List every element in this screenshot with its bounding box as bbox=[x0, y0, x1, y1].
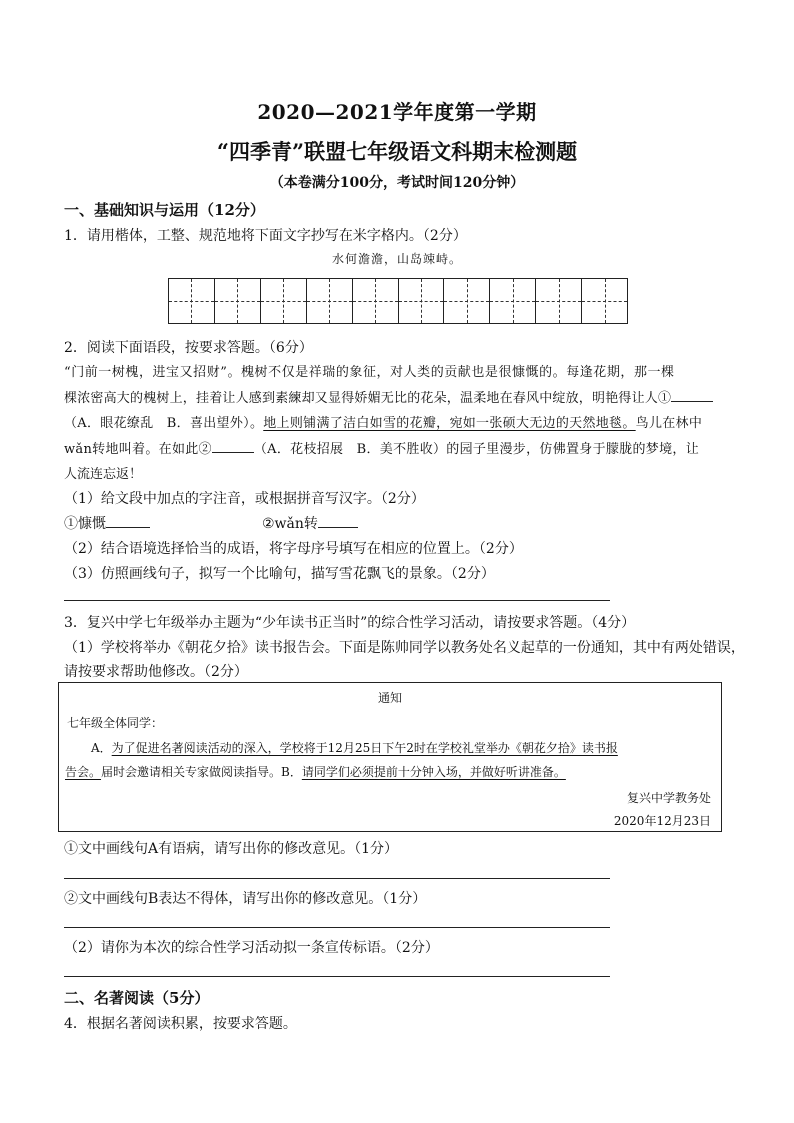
sub1-b-label: ②wǎn转 bbox=[262, 516, 318, 532]
grid-cell[interactable] bbox=[261, 279, 307, 323]
q2-sub1-item-b bbox=[262, 513, 358, 533]
answer-blank-1[interactable] bbox=[671, 388, 713, 402]
q3-sub2: （2）请你为本次的综合性学习活动拟一条宣传标语。（2分） bbox=[64, 940, 439, 956]
grid-cell[interactable] bbox=[215, 279, 261, 323]
answer-blank-2[interactable] bbox=[212, 439, 254, 453]
underlined-sentence-b: 请同学们必须提前十分钟入场，并做好听讲准备。 bbox=[301, 765, 566, 779]
answer-line[interactable] bbox=[64, 976, 610, 977]
q1-copy-text: 水何澹澹，山岛竦峙。 bbox=[331, 252, 462, 266]
notice-title: 通知 bbox=[377, 691, 402, 705]
q3-sub1-line-1: （1）学校将举办《朝花夕拾》读书报告会。下面是陈帅同学以教务处名义起草的一份通知，其中有两处错误， bbox=[64, 640, 745, 656]
notice-salutation: 七年级全体同学： bbox=[67, 716, 164, 730]
passage-line-1: “门前一树槐，进宝又招财”。槐树不仅是祥瑞的象征，对人类的贡献也是很慷慨的。每逢花期，那一棵 bbox=[64, 365, 675, 380]
passage-text: 棵浓密高大的槐树上，挂着让人感到素練却又显得娇媚无比的花朵，温柔地在春风中绽放，明艳得让人① bbox=[64, 391, 672, 406]
grid-cell[interactable] bbox=[490, 279, 536, 323]
notice-body-line-2 bbox=[65, 763, 566, 780]
grid-cell[interactable] bbox=[399, 279, 445, 323]
exam-info: （本卷满分100分，考试时间120分钟） bbox=[269, 175, 525, 191]
answer-blank-b[interactable] bbox=[318, 514, 358, 528]
answer-line[interactable] bbox=[64, 600, 610, 601]
passage-line-4 bbox=[64, 438, 699, 457]
answer-line[interactable] bbox=[64, 927, 610, 928]
grid-cell[interactable] bbox=[444, 279, 490, 323]
underlined-sentence-a: 为了促进名著阅读活动的深入，学校将于12月25日下午2时在学校礼堂举办《朝花夕拾》读书报 bbox=[111, 741, 618, 755]
notice-box bbox=[58, 682, 722, 832]
underlined-sentence-a-end: 告会。 bbox=[65, 765, 102, 779]
grid-cell[interactable] bbox=[582, 279, 627, 323]
passage-text: wǎn转地叫着。在如此② bbox=[64, 442, 212, 457]
q2-prompt: 2．阅读下面语段，按要求答题。（6分） bbox=[64, 340, 313, 356]
option-text: （A．眼花缭乱 B．喜出望外）。 bbox=[64, 416, 264, 431]
exam-title: “四季青”联盟七年级语文科期末检测题 bbox=[216, 139, 578, 164]
q3-prompt: 3．复兴中学七年级举办主题为“少年读书正当时”的综合性学习活动，请按要求答题。（4分） bbox=[64, 615, 636, 631]
grid-cell[interactable] bbox=[169, 279, 215, 323]
answer-blank-a[interactable] bbox=[106, 514, 150, 528]
q1-prompt: 1．请用楷体，工整、规范地将下面文字抄写在米字格内。（2分） bbox=[64, 228, 467, 244]
passage-line-2 bbox=[64, 387, 713, 406]
q2-sub1-item-a bbox=[64, 513, 150, 533]
grid-cell[interactable] bbox=[307, 279, 353, 323]
sub1-a-label: ①慷慨 bbox=[64, 516, 106, 532]
q3-sub1-ii: ②文中画线句B表达不得体，请写出你的修改意见。（1分） bbox=[64, 891, 427, 907]
answer-line[interactable] bbox=[64, 878, 610, 879]
label-a: A． bbox=[91, 741, 112, 755]
q3-sub1-i: ①文中画线句A有语病，请写出你的修改意见。（1分） bbox=[64, 841, 399, 857]
q2-sub1: （1）给文段中加点的字注音，或根据拼音写汉字。（2分） bbox=[64, 491, 425, 507]
underlined-sentence: 地上则铺满了洁白如雪的花瓣，宛如一张硕大无边的天然地毯。 bbox=[263, 416, 636, 431]
q2-sub2: （2）结合语境选择恰当的成语，将字母序号填写在相应的位置上。（2分） bbox=[64, 541, 523, 557]
passage-line-3 bbox=[64, 412, 702, 431]
q2-sub3: （3）仿照画线句子，拟写一个比喻句，描写雪花飘飞的景象。（2分） bbox=[64, 566, 495, 582]
q4-prompt: 4．根据名著阅读积累，按要求答题。 bbox=[64, 1016, 297, 1032]
notice-signature: 复兴中学教务处 bbox=[626, 791, 711, 805]
grid-cell[interactable] bbox=[536, 279, 582, 323]
q3-sub1-line-2: 请按要求帮助他修改。（2分） bbox=[64, 664, 248, 680]
mi-grid[interactable] bbox=[168, 278, 628, 324]
passage-line-5: 人流连忘返！ bbox=[64, 467, 143, 482]
notice-date: 2020年12月23日 bbox=[613, 814, 711, 828]
section2-heading: 二、名著阅读（5分） bbox=[64, 989, 210, 1007]
notice-body-line-1 bbox=[91, 739, 618, 756]
notice-text: 届时会邀请相关专家做阅读指导。B． bbox=[101, 765, 302, 779]
grid-cell[interactable] bbox=[353, 279, 399, 323]
passage-text: 鸟儿在林中 bbox=[635, 416, 703, 431]
section1-heading: 一、基础知识与运用（12分） bbox=[64, 201, 265, 219]
exam-year-line: 2020—2021学年度第一学期 bbox=[257, 100, 537, 124]
passage-text: （A．花枝招展 B．美不胜收）的园子里漫步，仿佛置身于朦胧的梦境，让 bbox=[253, 442, 700, 457]
